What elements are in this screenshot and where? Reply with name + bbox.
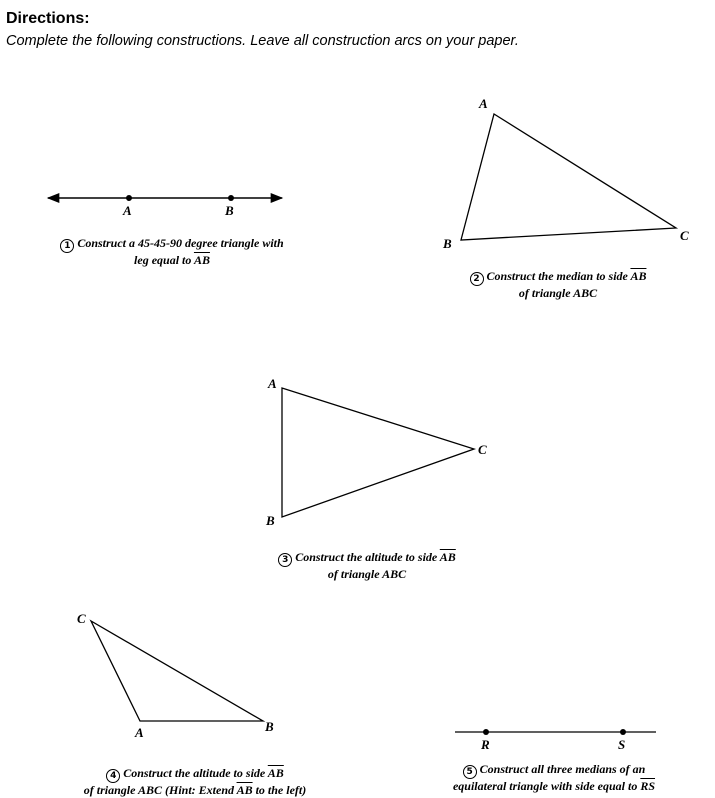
problem-5-figure (455, 729, 656, 752)
vertex-b-label: B (443, 236, 452, 251)
vertex-b-label: B (265, 719, 274, 734)
vertex-a-label: A (268, 376, 277, 391)
circled-number: 3 (278, 553, 292, 567)
vertex-a-label: A (479, 96, 488, 111)
problem-4-figure (77, 611, 274, 740)
problem-2-figure (442, 96, 689, 251)
segment-ab: $\overline{AB}$ (439, 550, 456, 564)
point-b (228, 195, 234, 201)
point-a (126, 195, 132, 201)
caption-line-2-suffix: to the left) (252, 783, 307, 797)
segment-ab: $\overline{AB}$ (193, 253, 210, 267)
problem-5-caption (404, 762, 704, 794)
circled-number: 5 (463, 765, 477, 779)
caption-line-2: of triangle ABC (518, 286, 598, 300)
triangle-cab (91, 621, 263, 721)
point-b-label: B (225, 203, 234, 218)
circled-number: 1 (60, 239, 74, 253)
caption-line-2: leg equal to (134, 253, 194, 267)
point-r-label: R (481, 737, 490, 752)
caption-line-1: Construct the altitude to side (123, 766, 268, 780)
segment-rs: $\overline{RS}$ (640, 779, 656, 793)
triangle-abc (461, 114, 676, 240)
problem-1-figure (48, 195, 282, 218)
vertex-c-label: C (478, 442, 487, 457)
directions-text: Complete the following constructions. Leave all construction arcs on your paper. (6, 33, 519, 49)
caption-line-1: Construct all three medians of an (479, 762, 646, 776)
caption-line-2: of triangle ABC (327, 567, 407, 581)
segment-ab: $\overline{AB}$ (630, 269, 647, 283)
problem-4-caption (40, 766, 350, 798)
triangle-abc (282, 388, 474, 517)
problem-2-caption (418, 269, 698, 301)
point-s (620, 729, 626, 735)
problem-3-figure (265, 376, 487, 528)
segment-ab: $\overline{AB}$ (236, 783, 253, 797)
vertex-a-label: A (135, 725, 144, 740)
point-a-label: A (123, 203, 132, 218)
caption-line-2: equilateral triangle with side equal to (452, 779, 641, 793)
problem-3-caption (237, 550, 497, 582)
caption-line-1: Construct a 45-45-90 degree triangle with (77, 236, 284, 250)
circled-number: 2 (470, 272, 484, 286)
vertex-b-label: B (266, 513, 275, 528)
vertex-c-label: C (77, 611, 86, 626)
caption-line-2-prefix: of triangle ABC (Hint: Extend (83, 783, 237, 797)
segment-ab: $\overline{AB}$ (267, 766, 284, 780)
point-s-label: S (618, 737, 626, 752)
problem-1-caption (22, 236, 322, 268)
caption-line-1: Construct the median to side (486, 269, 631, 283)
directions-heading: Directions: (6, 10, 90, 27)
point-r (483, 729, 489, 735)
caption-line-1: Construct the altitude to side (295, 550, 440, 564)
vertex-c-label: C (680, 228, 689, 243)
circled-number: 4 (106, 769, 120, 783)
